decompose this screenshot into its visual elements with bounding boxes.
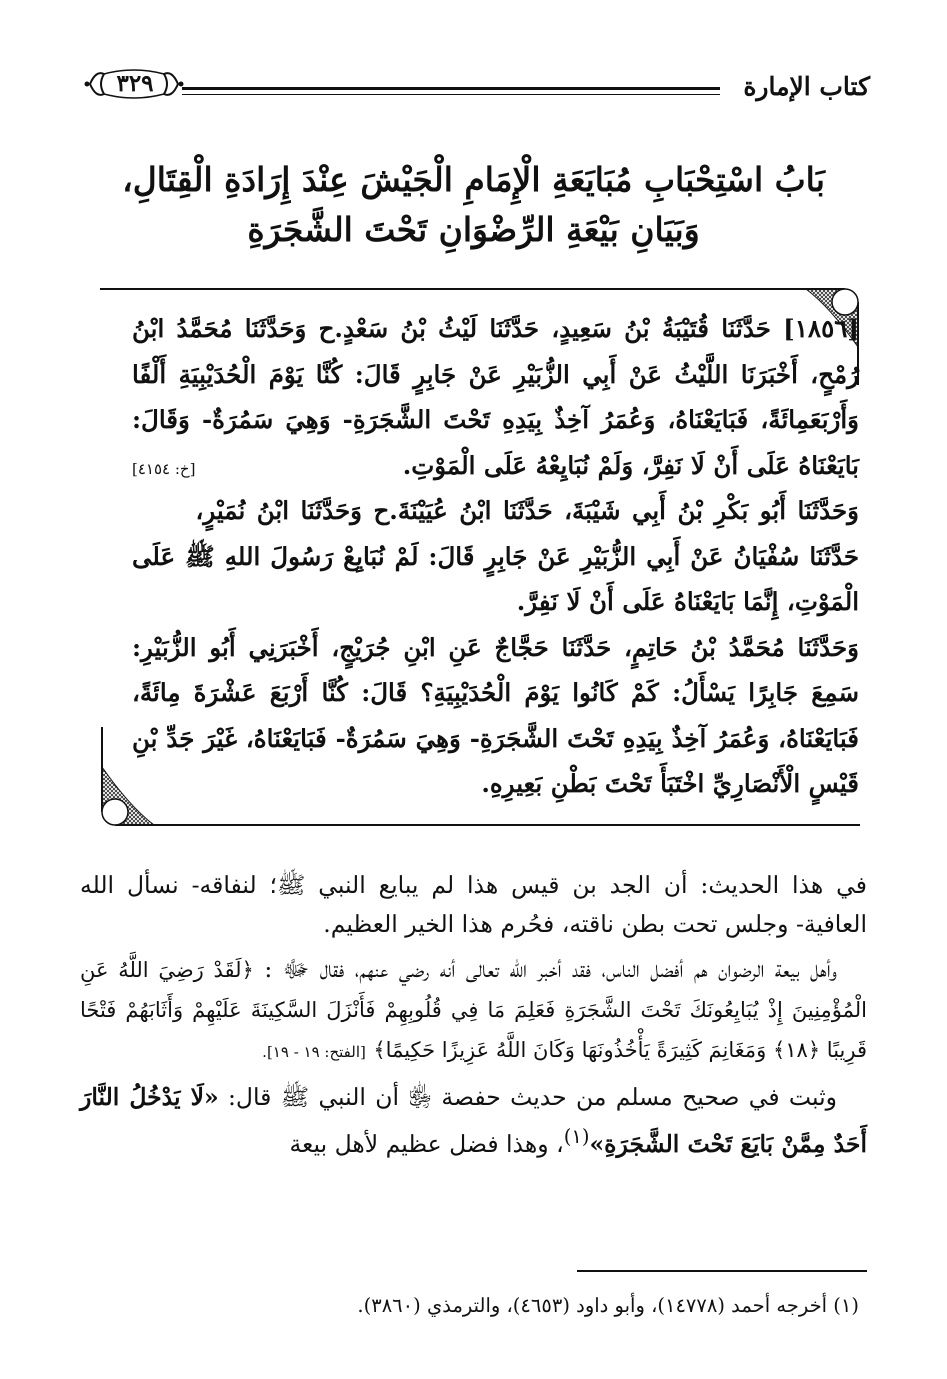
page-number-ornament — [84, 64, 184, 104]
commentary-rest: ، وهذا فضل عظيم لأهل بيعة — [289, 1129, 564, 1158]
hadith-paragraph — [132, 306, 859, 488]
hadith-text — [132, 306, 859, 807]
hadith-1: [١٨٥٦] حَدَّثَنَا قُتَيْبَةُ بْنُ سَعِيدٍ، حَدَّثَنَا لَيْثُ بْنُ سَعْدٍ.ح وَحَدَّثَنَا مُحَمَّدُ ابْنُ رُمْحٍ، أَخْبَرَنَا اللَّيْثُ عَنْ أَبِي الزُّبَيْرِ عَنْ جَابِرٍ قَالَ: كُنَّا يَوْمَ الْحُدَيْبِيَةِ أَلْفًا وَأَرْبَعَمِائَةً، فَبَايَعْنَاهُ، وَعُمَرُ آخِذٌ بِيَدِهِ تَحْتَ الشَّجَرَةِ- وَهِيَ سَمُرَةٌ- وَقَالَ: بَايَعْنَاهُ عَلَى أَنْ لَا نَفِرَّ، وَلَمْ نُبَايِعْهُ عَلَى الْمَوْتِ. — [132, 314, 859, 480]
chapter-heading — [70, 155, 877, 255]
commentary — [80, 866, 867, 1170]
footnote: (١) أخرجه أحمد (١٤٧٧٨)، وأبو داود (٤٦٥٣)، والترمذي (٣٨٦٠). — [357, 1294, 859, 1317]
quran-reference: [الفتح: ١٩ - ١٩]. — [262, 1043, 366, 1061]
commentary-paragraph — [80, 950, 867, 1072]
footnote-marker: (١) — [563, 1125, 590, 1148]
footnote-rule — [577, 1270, 867, 1272]
book-title: كتاب الإمارة — [743, 72, 870, 101]
commentary-paragraph: في هذا الحديث: أن الجد بن قيس هذا لم يبايع النبي ﷺ؛ لنفاقه- نسأل الله العافية- وجلس تحت بطن ناقته، فحُرم هذا الخير العظيم. — [80, 871, 867, 938]
chapter-heading-line-1: بَابُ اسْتِحْبَابِ مُبَايَعَةِ الْإِمَامِ الْجَيْشَ عِنْدَ إِرَادَةِ الْقِتَالِ، — [122, 160, 825, 199]
hadith-quote: «لَا يَدْخُلُ النَّارَ أَحَدٌ مِمَّنْ بَايَعَ تَحْتَ الشَّجَرَةِ» — [80, 1083, 867, 1158]
page-header — [70, 60, 870, 118]
quran-quote: ﴿لَقَدْ رَضِيَ اللَّهُ عَنِ الْمُؤْمِنِينَ إِذْ يُبَايِعُونَكَ تَحْتَ الشَّجَرَةِ فَعَلِمَ مَا فِي قُلُوبِهِمْ فَأَنْزَلَ السَّكِينَةَ عَلَيْهِمْ وَأَثَابَهُمْ فَتْحًا قَرِيبًا ﴿١٨﴾ وَمَغَانِمَ كَثِيرَةً يَأْخُذُونَهَا وَكَانَ اللَّهُ عَزِيزًا حَكِيمًا﴾ — [80, 958, 867, 1062]
page-number: ٣٢٩ — [116, 70, 154, 97]
hadith-paragraph: وَحَدَّثَنَا أَبُو بَكْرِ بْنُ أَبِي شَيْبَةَ، حَدَّثَنَا ابْنُ عُيَيْنَةَ.ح وَحَدَّثَنَا ابْنُ نُمَيْرٍ، حَدَّثَنَا سُفْيَانُ عَنْ أَبِي الزُّبَيْرِ عَنْ جَابِرٍ قَالَ: لَمْ نُبَايِعْ رَسُولَ اللهِ ﷺ عَلَى الْمَوْتِ، إِنَّمَا بَايَعْنَاهُ عَلَى أَنْ لَا نَفِرَّ. — [132, 496, 859, 616]
bukhari-reference: [خ: ٤١٥٤] — [132, 459, 196, 478]
chapter-heading-line-2: وَبَيَانِ بَيْعَةِ الرِّضْوَانِ تَحْتَ الشَّجَرَةِ — [247, 210, 700, 249]
commentary-intro: وأهل بيعة الرضوان هم أفضل الناس، فقد أخبر الله تعالى أنه رضي عنهم، فقال ﷻ : — [264, 955, 837, 983]
header-rule-thick — [182, 87, 720, 90]
commentary-paragraph — [80, 1078, 867, 1164]
commentary-intro: وثبت في صحيح مسلم من حديث حفصة ﵂ أن النبي ﷺ قال: — [228, 1083, 837, 1111]
header-rule-thin — [182, 94, 720, 95]
hadith-paragraph: وَحَدَّثَنَا مُحَمَّدُ بْنُ حَاتِمٍ، حَدَّثَنَا حَجَّاجٌ عَنِ ابْنِ جُرَيْجٍ، أَخْبَرَنِي أَبُو الزُّبَيْرِ: سَمِعَ جَابِرًا يَسْأَلُ: كَمْ كَانُوا يَوْمَ الْحُدَيْبِيَةِ؟ قَالَ: كُنَّا أَرْبَعَ عَشْرَةَ مِائَةً، فَبَايَعْنَاهُ، وَعُمَرُ آخِذٌ بِيَدِهِ تَحْتَ الشَّجَرَةِ- وَهِيَ سَمُرَةٌ- فَبَايَعْنَاهُ، غَيْرَ جَدِّ بْنِ قَيْسٍ الْأَنْصَارِيِّ اخْتَبَأَ تَحْتَ بَطْنِ بَعِيرِهِ. — [132, 632, 859, 798]
